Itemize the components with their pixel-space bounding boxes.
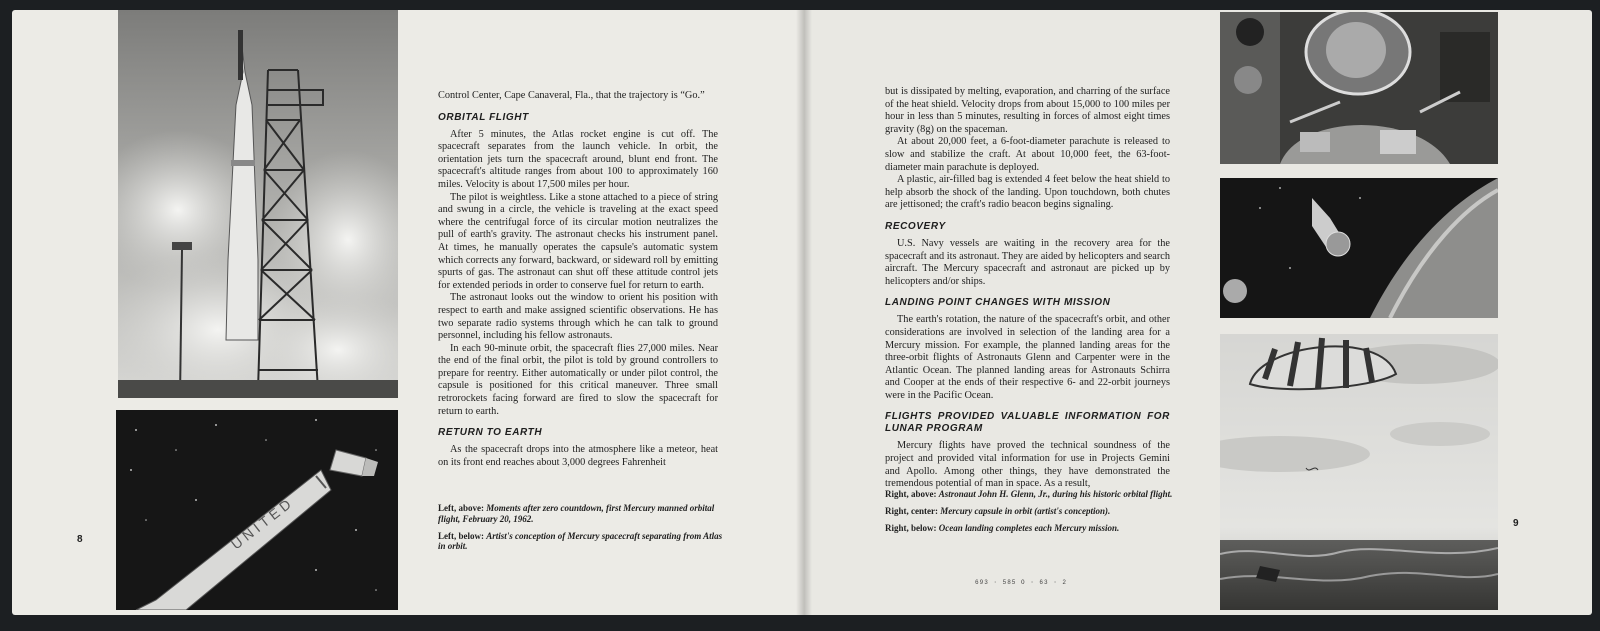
- section-heading-orbital-flight: ORBITAL FLIGHT: [438, 111, 529, 123]
- paragraph: Mercury flights have proved the technical soundness of the project and provided vital information for use in Projects Gemini and Apollo. Among other things, they have demonstrated the tremendous potential of man in space. As a result,: [885, 440, 1170, 490]
- svg-text:U N I T E D: U N I T E D: [227, 496, 294, 553]
- capsule-in-orbit-artwork: [1220, 178, 1498, 318]
- right-text-column: [885, 86, 1170, 491]
- intro-paragraph: Control Center, Cape Canaveral, Fla., that the trajectory is “Go.”: [438, 90, 705, 101]
- paragraph: U.S. Navy vessels are waiting in the recovery area for the spacecraft and its astronaut. They are aided by helicopters and search aircraft. The Mercury spacecraft and astronaut are picked up by helicopters and/or ships.: [885, 237, 1170, 287]
- caption-right-below: Right, below: Ocean landing completes each Mercury mission.: [885, 522, 1120, 533]
- book-gutter: [796, 10, 812, 615]
- section-heading-recovery: RECOVERY: [885, 220, 946, 232]
- paragraph: The astronaut looks out the window to orient his position with respect to earth and make assigned scientific observations. He has two separate radio systems through which he can talk to ground personnel, including his fellow astronauts.: [438, 292, 718, 342]
- paragraph: but is dissipated by melting, evaporation, and charring of the surface of the heat shield. Velocity drops from about 15,000 to 100 miles per hour in less than 5 minutes, resulting in forces of almost eight times gravity (8g) on the spaceman.: [885, 86, 1170, 135]
- section-heading-return-to-earth: RETURN TO EARTH: [438, 427, 543, 439]
- astronaut-glenn-photo: [1220, 12, 1498, 164]
- paragraph: In each 90-minute orbit, the spacecraft flies 27,000 miles. Near the end of the final orbit, the pilot is told by ground controllers to prepare for reentry. Either automatically or under pilot control, the capsule is positioned for this critical maneuver. Three small retrorockets facing forward are fired to slow the spacecraft for return to earth.: [438, 342, 718, 417]
- spacecraft-separation-artwork: [116, 410, 398, 610]
- page-number-right: 9: [1513, 518, 1519, 529]
- paragraph: The earth's rotation, the nature of the spacecraft's orbit, and other considerations are involved in selection of the landing area for a Mercury mission. For example, the planned landing areas for the three-orbit flights of Astronauts Glenn and Carpenter were in the Atlantic Ocean. The planned landing areas for Astronauts Schirra and Cooper at the ends of their respective 6- and 22-orbit journeys were in the Pacific Ocean.: [885, 314, 1170, 401]
- paragraph: A plastic, air-filled bag is extended 4 feet below the heat shield to help absorb the shock of the landing. Upon touchdown, both chutes are jettisoned; the craft's radio beacon begins signaling.: [885, 174, 1170, 211]
- print-code: 693 · 585 O · 63 · 2: [975, 579, 1068, 586]
- paragraph: As the spacecraft drops into the atmosphere like a meteor, heat on its front end reaches about 3,000 degrees Fahrenheit: [438, 444, 718, 468]
- section-heading-lunar-program: FLIGHTS PROVIDED VALUABLE INFORMATION FOR LUNAR PROGRAM: [885, 411, 1170, 435]
- section-heading-landing-point: LANDING POINT CHANGES WITH MISSION: [885, 297, 1111, 309]
- ocean-landing-photo: [1220, 334, 1498, 610]
- page-number-left: 8: [77, 534, 83, 545]
- paragraph: At about 20,000 feet, a 6-foot-diameter parachute is released to slow and stabilize the craft. At about 10,000 feet, the 63-foot-diameter main parachute is deployed.: [885, 136, 1170, 173]
- caption-left-below: Left, below: Artist's conception of Mercury spacecraft separating from Atlas in orbit.: [438, 530, 723, 552]
- caption-right-center: Right, center: Mercury capsule in orbit (artist's conception).: [885, 505, 1111, 516]
- left-captions: [438, 503, 728, 558]
- caption-left-above: Left, above: Moments after zero countdown, first Mercury manned orbital flight, February 20, 1962.: [438, 503, 715, 524]
- paragraph: The pilot is weightless. Like a stone attached to a piece of string and swung in a circle, the vehicle is traveling at the exact speed where the centrifugal force of its circular motion neutralizes the pull of earth's gravity. The astronaut checks his instrument panel. At times, he manually operates the capsule's automatic system which corrects any forward, backward, or sideward roll by emitting spurts of gas. The astronaut can shut off these attitude control jets for extended periods in order to conserve fuel for return to earth.: [438, 191, 718, 291]
- right-captions: [885, 489, 1175, 539]
- caption-right-above: Right, above: Astronaut John H. Glenn, Jr., during his historic orbital flight.: [885, 489, 1173, 499]
- paragraph: After 5 minutes, the Atlas rocket engine is cut off. The spacecraft separates from the launch vehicle. In orbit, the orientation jets turn the spacecraft around, blunt end front. The spacecraft's altitude ranges from about 100 to approximately 160 miles. Velocity is about 17,500 miles per hour.: [438, 128, 718, 190]
- left-text-column: [438, 90, 718, 469]
- atlas-launch-photo: [118, 10, 398, 398]
